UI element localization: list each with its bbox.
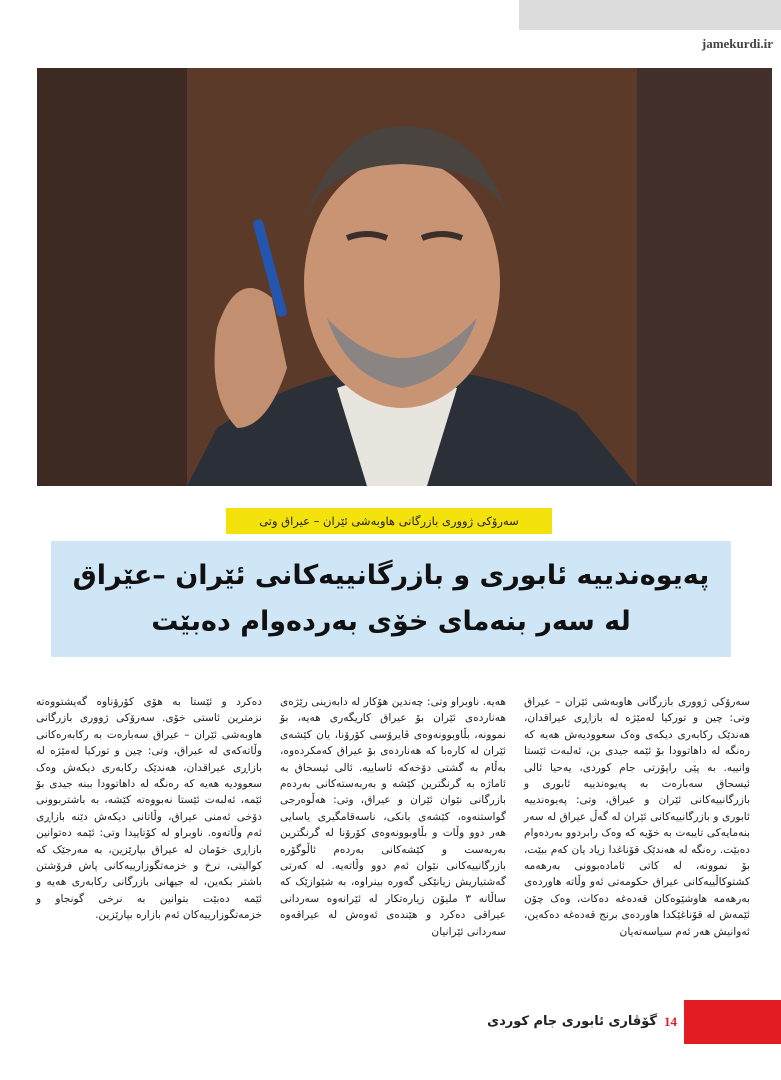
- headline-line-2: لە سەر بنەمای خۆی بەردەوام دەبێت: [151, 606, 631, 637]
- text-column-2: [280, 694, 506, 940]
- page-number: 14: [664, 1014, 677, 1029]
- magazine-title: گۆڤاری ئابوری جام کوردی: [487, 1014, 657, 1029]
- paragraph: هەیە. ناوبراو وتی: چەندین هۆکار لە دابەزینی رێژەی هەناردەی ئێران بۆ عیراق کاریگەری هەیە، بۆ نموونە، بڵاوبوونەوەی ڤایرۆسی کۆرۆنا، یان کێشەی ئێران لە کارەبا کە هەناردەی بۆ عیراق کەمکردەوە، بەڵام بە گشتی دۆخەکە ئاساییە. ئالی ئیسحاق بە ئاماژە بە گرنگترین کێشە و بەربەستەکانی بەردەم بازرگانی نێوان ئێران و عیراق، وتی: هەڵوەرجی گواستنەوە، کێشەی بانکی، ناسەقامگیری یاسایی هەر دوو وڵات و بڵاوبوونەوەی کۆرۆنا لە گرنگترین بەربەست و کێشەکانی بەردەم ئاڵوگۆرە بازرگانییەکانی نێوان ئەم دوو وڵاتەیە. لە کەرتی گەشتیاریش زیانێکی گەورە بینراوە، بە شێوازێک کە ساڵانە ٣ ملیۆن زیارەتکار لە ئێرانەوە سەردانی عیراقی دەکرد و هێندەی ئەوەش لە عیراقەوە سەردانی ئێرانیان: [280, 696, 506, 938]
- site-url[interactable]: jamekurdi.ir: [701, 36, 773, 51]
- header-band: [519, 0, 781, 30]
- headline: [51, 541, 731, 657]
- footer-accent: [684, 1000, 781, 1044]
- headline-line-1: پەیوەندییە ئابوری و بازرگانییەکانی ئێران –عێراق: [72, 560, 710, 591]
- paragraph: دەکرد و ئێستا بە هۆی کۆرۆناوە گەیشتووەتە نزمترین ئاستی خۆی. سەرۆکی ژووری بازرگانی هاوبەشی ئێران – عیراق سەبارەت بە رکابەرەکانی وڵاتەکەی لە عیراق، وتی: چین و تورکیا لەمێژە لە بازاڕی عیراقدان، هەندێک رکابەری دیکەش وەک سعوودیە هەیە کە رەنگە لە داهاتوودا ببنە جیدی بۆ ئێمە، ئەلبەت ئێستا نەبووەتە کێشە، بە باشتربوونی دۆخی ئەمنی عیراق، وڵاتانی دیکەش دێنە بازاڕی ئەم وڵاتەوە. ناوبراو لە کۆتاییدا وتی: ئێمە دەتوانین بازاڕی خۆمان لە عیراق بپارێزین، بە مەرجێک کە کوالیتی، نرخ و خزمەتگوزارییەکانی پاش فرۆشتن باشتر بکەین، لە جیهانی بازرگانی رکابەری هەیە و ئێمە دەبێت بتوانین بە نرخی گونجاو و خزمەتگوزارییەکان ئەم بازارە بپارێزین.: [36, 696, 262, 922]
- photo-caption: سەرۆکی ژووری بازرگانی هاوبەشی ئێران – عیراق وتی: [226, 508, 552, 534]
- text-column-3: [36, 694, 262, 924]
- paragraph: سەرۆکی ژووری بازرگانی هاوبەشی ئێران – عیراق وتی: چین و تورکیا لەمێژە لە بازاڕی عیراقدان، هەندێک رکابەری دیکەی وەک سعوودیەش هەیە کە رەنگە لە داهاتوودا بۆ ئێمە جیدی بن، ئەلبەت ئێستا وانییە. بە پێی راپۆرتی جام کوردی، یەحیا ئالی ئیسحاق سەبارەت بە پەیوەندییە ئابوری و بازرگانییەکانی ئێران و عیراق، وتی: پەیوەندییە ئابوری و بازرگانییەکانی ئێران لە گەڵ عیراق لە سەر بنەمایەکی تایبەت بە خۆیە کە وەک رابردوو بەردەوام دەبێت. رەنگە لە هەندێک قۆناغدا زیاد یان کەم ببێت، بۆ نموونە، لە کاتی ئامادەبوونی بەرهەمە کشتوکاڵییەکانی عیراق حکومەتی ئەو وڵاتە هاوردەی بەرهەمە هاوشێوەکان قەدەغە دەکات، وەک چۆن ئێمەش لە قۆناغێکدا هاوردەی برنج قەدەغە دەکەین، ئەوانیش هەر ئەم سیاسەتەیان: [524, 696, 750, 938]
- text-column-1: [524, 694, 750, 940]
- article-body: [36, 694, 750, 984]
- article-photo: [37, 68, 772, 486]
